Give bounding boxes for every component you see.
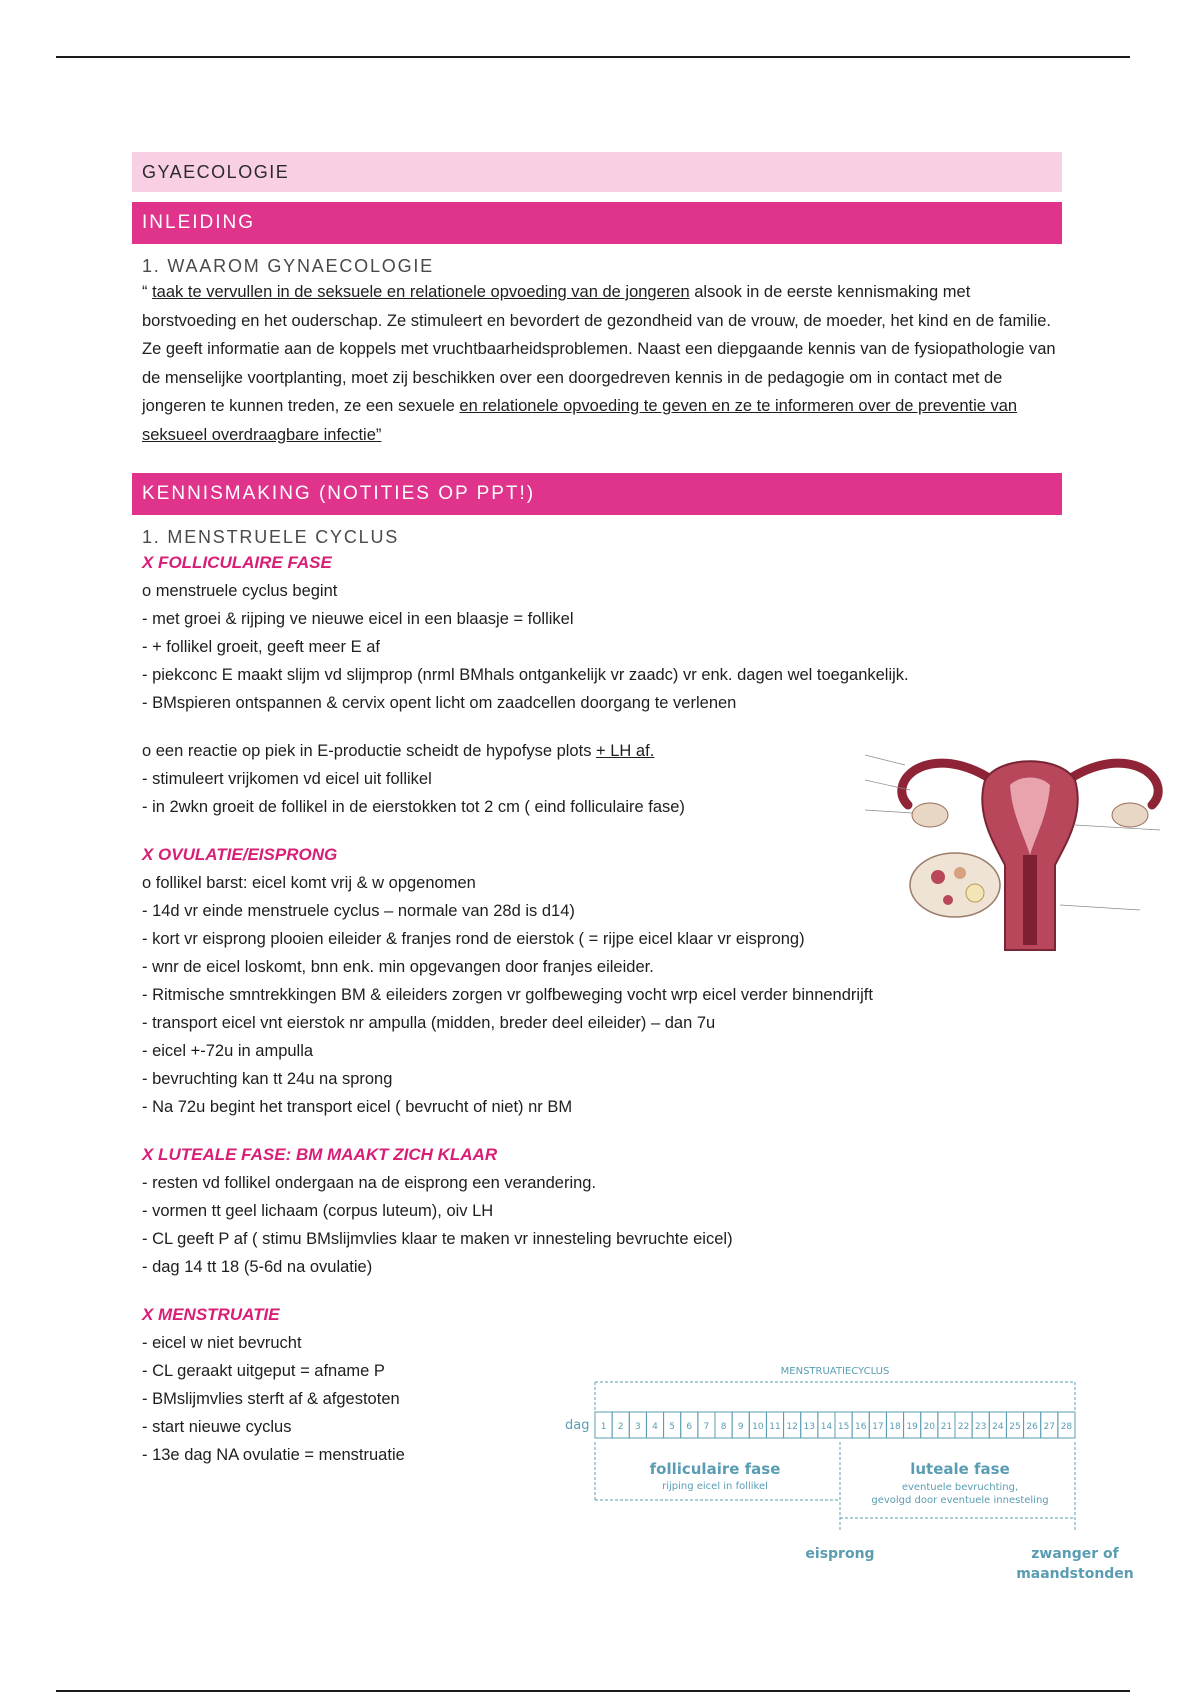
day-number: 18 <box>889 1422 901 1432</box>
day-number: 21 <box>940 1422 953 1432</box>
list-item: - BMspieren ontspannen & cervix opent licht om zaadcellen doorgang te verlenen <box>142 694 737 712</box>
uterus-illustration <box>860 735 1200 965</box>
bottom-rule <box>56 1690 1130 1692</box>
day-number: 3 <box>634 1422 641 1432</box>
subheading-menstruele-cyclus: 1. MENSTRUELE CYCLUS <box>142 527 400 547</box>
list-item: - Ritmische smntrekkingen BM & eileiders zorgen vr golfbeweging vocht wrp eicel verder binnendrijft <box>142 986 873 1004</box>
day-number: 22 <box>957 1422 970 1432</box>
list-item: - + follikel groeit, geeft meer E af <box>142 638 380 656</box>
cycle-title: MENSTRUATIECYCLUS <box>780 1366 890 1377</box>
day-number: 11 <box>769 1422 781 1432</box>
quote-text: alsook in de eerste kennismaking met borstvoeding en het ouderschap. Ze stimuleert en bevordert de gezondheid van de vrouw, de moeder, het kind en de familie. Ze geeft informatie aan de koppels met vruchtbaarheidsproblemen. Naast een diepgaande kennis van de fysiopathologie van de menselijke voortplanting, moet zij beschikken over een doorgedreven kennis in de pedagogie om in contact met de jongeren te kunnen treden, ze een sexuele <box>142 283 1056 415</box>
list-item: - CL geeft P af ( stimu BMslijmvlies klaar te maken vr innesteling bevruchte eicel) <box>142 1230 733 1248</box>
day-number: 27 <box>1043 1422 1056 1432</box>
list-item: o menstruele cyclus begint <box>142 582 338 600</box>
list-item: - vormen tt geel lichaam (corpus luteum), oiv LH <box>142 1202 494 1220</box>
day-number: 24 <box>992 1422 1004 1432</box>
list-item: - resten vd follikel ondergaan na de eisprong een verandering. <box>142 1174 597 1192</box>
day-number: 25 <box>1009 1422 1021 1432</box>
left-ovary <box>912 803 948 827</box>
list-item: - eicel w niet bevrucht <box>142 1334 302 1352</box>
list-item: - start nieuwe cyclus <box>142 1418 292 1436</box>
quote-open: “ <box>142 283 153 301</box>
day-number: 13 <box>803 1422 816 1432</box>
follicle <box>943 895 953 905</box>
day-number: 28 <box>1060 1422 1073 1432</box>
day-number: 8 <box>720 1422 727 1432</box>
quote-underlined-2: en relationele opvoeding te geven en ze te informeren over de preventie van seksueel overdraagbare infectie” <box>142 397 1018 444</box>
quote-underlined-1: taak te vervullen in de seksuele en relationele opvoeding van de jongeren <box>152 283 690 301</box>
list-item: - 13e dag NA ovulatie = menstruatie <box>142 1446 405 1464</box>
day-number: 16 <box>854 1422 867 1432</box>
day-number: 12 <box>786 1422 798 1432</box>
day-number: 7 <box>703 1422 710 1432</box>
day-number: 1 <box>600 1422 607 1432</box>
luteal-sublabel-1: eventuele bevruchting, <box>901 1482 1019 1493</box>
phase-title-menstruatie: X MENSTRUATIE <box>142 1305 280 1324</box>
list-item: - CL geraakt uitgeput = afname P <box>142 1362 385 1380</box>
phase-title-folliculaire: X FOLLICULAIRE FASE <box>142 553 332 572</box>
subheading-waarom: 1. WAAROM GYNAECOLOGIE <box>142 256 434 276</box>
list-item: - eicel +-72u in ampulla <box>142 1042 314 1060</box>
follicular-sublabel: rijping eicel in follikel <box>662 1481 768 1492</box>
end-label-1: zwanger of <box>1031 1546 1119 1562</box>
list-item: - bevruchting kan tt 24u na sprong <box>142 1070 393 1088</box>
follicle <box>931 870 945 884</box>
list-item: - wnr de eicel loskomt, bnn enk. min opgevangen door franjes eileider. <box>142 958 654 976</box>
list-item: - stimuleert vrijkomen vd eicel uit follikel <box>142 770 432 788</box>
document-title: GYAECOLOGIE <box>132 152 1062 192</box>
day-number: 10 <box>752 1422 764 1432</box>
list-item: - BMslijmvlies sterft af & afgestoten <box>142 1390 400 1408</box>
intro-quote <box>142 278 1062 449</box>
list-item-text: o een reactie op piek in E-productie scheidt de hypofyse plots <box>142 742 597 760</box>
list-item: - transport eicel vnt eierstok nr ampulla (midden, breder deel eileider) – dan 7u <box>142 1014 716 1032</box>
ovulation-label: eisprong <box>805 1546 875 1562</box>
follicular-label: folliculaire fase <box>649 1460 781 1478</box>
section-heading-inleiding: INLEIDING <box>132 202 1062 244</box>
follicle <box>954 867 966 879</box>
top-rule <box>56 56 1130 58</box>
list-item: - kort vr eisprong plooien eileider & franjes rond de eierstok ( = rijpe eicel klaar vr eisprong) <box>142 930 805 948</box>
lh-underlined: + LH af. <box>596 742 655 760</box>
day-number: 6 <box>686 1422 693 1432</box>
day-number: 23 <box>974 1422 987 1432</box>
day-cells <box>595 1412 1075 1438</box>
phase-title-ovulatie: X OVULATIE/EISPRONG <box>142 845 338 864</box>
menstruation-cycle-diagram <box>565 1360 1150 1600</box>
day-number: 14 <box>820 1422 833 1432</box>
luteal-label: luteale fase <box>910 1460 1010 1478</box>
day-number: 19 <box>906 1422 918 1432</box>
ovary-cross-section <box>910 853 1000 917</box>
day-number: 15 <box>837 1422 850 1432</box>
day-number: 5 <box>669 1422 676 1432</box>
day-number: 20 <box>923 1422 936 1432</box>
list-item: - in 2wkn groeit de follikel in de eierstokken tot 2 cm ( eind folliculaire fase) <box>142 798 685 816</box>
list-item: o follikel barst: eicel komt vrij & w opgenomen <box>142 874 476 892</box>
right-ovary <box>1112 803 1148 827</box>
list-item: - dag 14 tt 18 (5-6d na ovulatie) <box>142 1258 373 1276</box>
end-label-2: maandstonden <box>1016 1566 1134 1582</box>
day-number: 26 <box>1026 1422 1038 1432</box>
list-item: - Na 72u begint het transport eicel ( bevrucht of niet) nr BM <box>142 1098 573 1116</box>
section-heading-kennismaking: KENNISMAKING (NOTITIES OP PPT!) <box>132 473 1062 515</box>
phase-title-luteale: X LUTEALE FASE: BM MAAKT ZICH KLAAR <box>142 1145 498 1164</box>
cervical-canal <box>1023 855 1037 945</box>
list-item: - met groei & rijping ve nieuwe eicel in een blaasje = follikel <box>142 610 574 628</box>
day-number: 2 <box>617 1422 624 1432</box>
day-label: dag <box>565 1418 590 1433</box>
day-number: 9 <box>737 1422 744 1432</box>
follicle <box>966 884 984 902</box>
luteal-sublabel-2: gevolgd door eventuele innesteling <box>871 1495 1049 1506</box>
list-item: - piekconc E maakt slijm vd slijmprop (nrml BMhals ontgankelijk vr zaadc) vr enk. dagen wel toegankelijk. <box>142 666 909 684</box>
day-number: 17 <box>872 1422 884 1432</box>
list-item: - 14d vr einde menstruele cyclus – normale van 28d is d14) <box>142 902 575 920</box>
day-number: 4 <box>652 1422 658 1432</box>
